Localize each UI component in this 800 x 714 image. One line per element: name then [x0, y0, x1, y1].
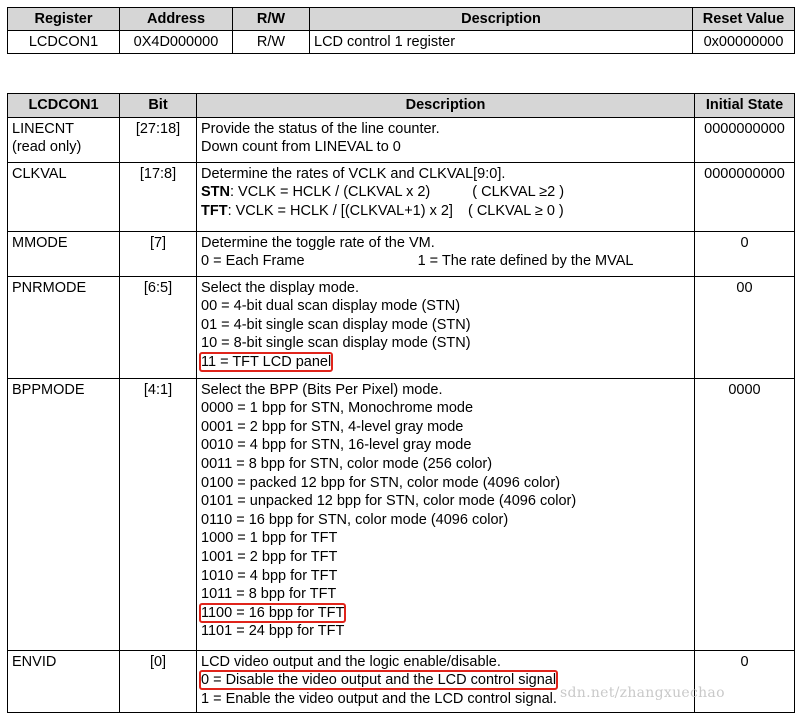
table-row: [8, 231, 795, 276]
field-name: [8, 650, 120, 712]
desc-line: 0100 = packed 12 bpp for STN, color mode (4096 color): [201, 474, 561, 491]
desc-line: 0011 = 8 bpp for STN, color mode (256 color): [201, 455, 493, 472]
field-bit: [7]: [120, 231, 197, 276]
header-description: Description: [310, 8, 693, 31]
desc-line: 1000 = 1 bpp for TFT: [201, 530, 338, 547]
option-a: 0 = Each Frame: [201, 253, 305, 270]
field-description: [197, 650, 695, 712]
option-b: 1 = The rate defined by the MVAL: [417, 253, 634, 270]
desc-line: 00 = 4-bit dual scan display mode (STN): [201, 298, 461, 315]
field-description: [197, 231, 695, 276]
field-name: [8, 231, 120, 276]
desc-line: 0000 = 1 bpp for STN, Monochrome mode: [201, 400, 474, 417]
table-row: [8, 162, 795, 231]
stn-condition: ( CLKVAL ≥2 ): [472, 184, 565, 201]
field-name-line: LINECNT: [12, 120, 75, 137]
desc-line-highlighted: [201, 671, 690, 690]
desc-line: 0101 = unpacked 12 bpp for STN, color mode (4096 color): [201, 493, 577, 510]
field-name-note: (read only): [12, 139, 82, 156]
desc-line: 01 = 4-bit single scan display mode (STN): [201, 316, 471, 333]
header-address: Address: [120, 8, 233, 31]
register-reset-value: 0x00000000: [693, 31, 795, 54]
desc-line: Select the BPP (Bits Per Pixel) mode.: [201, 381, 443, 398]
field-description: [197, 276, 695, 378]
desc-line: Determine the toggle rate of the VM.: [201, 234, 435, 251]
table-row: [8, 31, 795, 54]
bitfield-table: [7, 93, 795, 713]
register-rw: R/W: [233, 31, 310, 54]
desc-line: 1011 = 8 bpp for TFT: [201, 586, 337, 603]
field-initial-state: 0: [695, 650, 795, 712]
register-table-header: [8, 8, 795, 31]
watermark: sdn.net/zhangxuechao: [560, 685, 725, 701]
stn-label: STN: [201, 184, 230, 201]
desc-line: 10 = 8-bit single scan display mode (STN): [201, 335, 471, 352]
table-row: [8, 650, 795, 712]
field-initial-state: 0000: [695, 378, 795, 650]
field-name-line: PNRMODE: [12, 279, 87, 296]
desc-line: 1101 = 24 bpp for TFT: [201, 623, 345, 640]
field-initial-state: 0000000000: [695, 162, 795, 231]
field-name-line: MMODE: [12, 234, 68, 251]
desc-line-stn: [201, 183, 690, 202]
field-name-line: ENVID: [12, 653, 57, 670]
highlight-box: 11 = TFT LCD panel: [201, 353, 332, 370]
field-name-line: BPPMODE: [12, 381, 85, 398]
field-description: [197, 162, 695, 231]
field-name-line: CLKVAL: [12, 165, 67, 182]
field-bit: [4:1]: [120, 378, 197, 650]
tft-condition: ( CLKVAL ≥ 0 ): [467, 202, 564, 219]
table-row: [8, 378, 795, 650]
field-description: [197, 378, 695, 650]
desc-line: 1001 = 2 bpp for TFT: [201, 548, 338, 565]
field-bit: [17:8]: [120, 162, 197, 231]
tft-label: TFT: [201, 202, 228, 219]
tft-formula: : VCLK = HCLK / [(CLKVAL+1) x 2]: [227, 202, 453, 219]
header-reset-value: Reset Value: [693, 8, 795, 31]
desc-line-highlighted: [201, 604, 690, 623]
desc-line-highlighted: [201, 353, 690, 372]
field-bit: [27:18]: [120, 117, 197, 162]
desc-line: 0001 = 2 bpp for STN, 4-level gray mode: [201, 418, 464, 435]
register-name: LCDCON1: [8, 31, 120, 54]
header-lcdcon1: LCDCON1: [8, 94, 120, 118]
register-address: 0X4D000000: [120, 31, 233, 54]
highlight-box: 1100 = 16 bpp for TFT: [201, 604, 345, 621]
field-name: [8, 117, 120, 162]
header-initial-state: Initial State: [695, 94, 795, 118]
table-row: [8, 117, 795, 162]
field-bit: [0]: [120, 650, 197, 712]
desc-line: Provide the status of the line counter.: [201, 120, 440, 137]
register-table: [7, 7, 795, 54]
desc-line: Select the display mode.: [201, 279, 359, 296]
desc-line: 0110 = 16 bpp for STN, color mode (4096 color): [201, 511, 509, 528]
register-description: LCD control 1 register: [310, 31, 693, 54]
field-description: [197, 117, 695, 162]
desc-line: Down count from LINEVAL to 0: [201, 139, 401, 156]
bitfield-table-header: [8, 94, 795, 118]
field-name: [8, 378, 120, 650]
desc-line: 0010 = 4 bpp for STN, 16-level gray mode: [201, 437, 472, 454]
field-bit: [6:5]: [120, 276, 197, 378]
desc-line: Determine the rates of VCLK and CLKVAL[9:0].: [201, 165, 506, 182]
field-initial-state: 00: [695, 276, 795, 378]
desc-line: LCD video output and the logic enable/disable.: [201, 653, 501, 670]
desc-line: 1010 = 4 bpp for TFT: [201, 567, 338, 584]
field-name: [8, 162, 120, 231]
desc-line-options: [201, 252, 690, 271]
desc-line: 1 = Enable the video output and the LCD control signal.: [201, 690, 557, 707]
field-initial-state: 0: [695, 231, 795, 276]
header-register: Register: [8, 8, 120, 31]
header-bit: Bit: [120, 94, 197, 118]
field-initial-state: 0000000000: [695, 117, 795, 162]
field-name: [8, 276, 120, 378]
header-rw: R/W: [233, 8, 310, 31]
desc-line-tft: [201, 202, 690, 221]
highlight-box: 0 = Disable the video output and the LCD control signal: [201, 672, 557, 689]
table-row: [8, 276, 795, 378]
stn-formula: : VCLK = HCLK / (CLKVAL x 2): [230, 184, 431, 201]
header-description: Description: [197, 94, 695, 118]
